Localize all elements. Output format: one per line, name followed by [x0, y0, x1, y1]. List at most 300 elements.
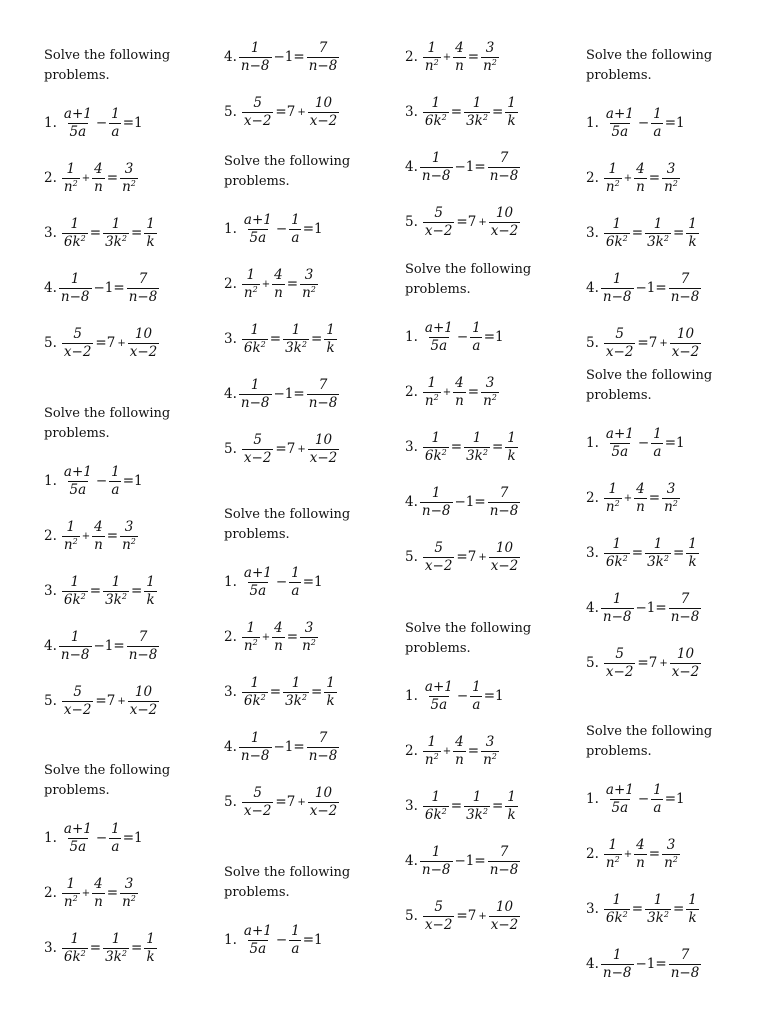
denominator: [505, 112, 517, 129]
denominator-text: x−2: [605, 343, 634, 360]
denominator: [92, 536, 105, 553]
denominator-text: n−8: [421, 502, 451, 519]
denominator-text: k: [507, 447, 516, 464]
fraction: [272, 268, 285, 301]
fraction: [670, 327, 702, 360]
equals-seven: =7: [95, 693, 116, 709]
numerator: 1: [250, 39, 260, 56]
denominator-text: 5a: [611, 443, 629, 460]
numerator: 4: [94, 160, 103, 177]
denominator-text: x−2: [243, 802, 272, 819]
problem-3: [586, 534, 700, 572]
denominator-text: n−8: [602, 608, 632, 625]
denominator-text: 6k: [424, 112, 442, 129]
numerator: 1: [472, 319, 481, 336]
problem-number: 4.: [405, 494, 418, 510]
plus-sign: +: [442, 386, 452, 398]
fraction: [239, 731, 272, 764]
problem-4: [224, 375, 340, 413]
fraction: [604, 107, 636, 140]
problem-number: 1.: [44, 473, 57, 489]
section-heading: Solve the following problems.: [405, 621, 532, 656]
numerator: 1: [66, 160, 76, 177]
fraction: [423, 96, 449, 129]
numerator: 1: [291, 564, 300, 581]
problem-3: [405, 93, 519, 131]
denominator: [604, 909, 630, 926]
fraction: [92, 520, 105, 553]
minus-one-equals: −1=: [93, 638, 125, 654]
problem-5: [224, 783, 340, 821]
denominator-text: n−8: [60, 288, 90, 305]
denominator-text: n−8: [128, 288, 158, 305]
plus-sign: +: [261, 278, 271, 290]
denominator-text: n: [63, 178, 73, 195]
problem-2: [44, 159, 139, 197]
denominator: [242, 692, 268, 709]
numerator: 1: [250, 376, 260, 393]
denominator: [289, 229, 301, 246]
denominator: [669, 964, 702, 981]
fraction: [59, 272, 92, 305]
problem-number: 3.: [586, 545, 599, 561]
exponent: 2: [252, 637, 258, 647]
numerator: 1: [472, 788, 482, 805]
denominator-text: k: [146, 948, 155, 965]
numerator: 5: [73, 683, 82, 700]
denominator: [68, 838, 89, 855]
fraction: [481, 41, 499, 74]
problem-5: [586, 644, 702, 682]
denominator-text: 5a: [430, 696, 448, 713]
denominator: [423, 751, 441, 768]
equals-sign: =: [450, 439, 463, 455]
denominator: [420, 861, 453, 878]
plus-sign: +: [623, 172, 633, 184]
numerator: 4: [455, 733, 464, 750]
numerator: 1: [146, 573, 155, 590]
denominator-text: 5a: [69, 123, 87, 140]
denominator: [423, 222, 455, 239]
fraction: [481, 376, 499, 409]
denominator-text: k: [688, 553, 697, 570]
numerator: 1: [608, 160, 618, 177]
denominator: [423, 57, 441, 74]
denominator-text: k: [326, 692, 335, 709]
plus-sign: +: [478, 910, 487, 922]
denominator: [92, 893, 105, 910]
equals-sign: =: [648, 846, 661, 862]
problem-number: 2.: [586, 846, 599, 862]
problem-number: 4.: [224, 386, 237, 402]
numerator: 1: [507, 788, 516, 805]
minus-one-equals: −1=: [454, 494, 486, 510]
numerator: 1: [612, 891, 622, 908]
problem-number: 1.: [44, 830, 57, 846]
fraction: [489, 206, 521, 239]
problem-2: [405, 38, 500, 76]
fraction: [686, 893, 699, 926]
numerator: 1: [66, 518, 76, 535]
denominator: [307, 57, 340, 74]
problem-number: 5.: [224, 104, 237, 120]
problem-4: [405, 483, 521, 521]
exponent: 2: [121, 591, 127, 601]
fraction: [109, 822, 122, 855]
denominator-text: a: [291, 229, 300, 246]
exponent: 2: [622, 553, 628, 563]
fraction: [120, 520, 138, 553]
denominator-text: x−2: [424, 557, 453, 574]
numerator: 1: [246, 619, 256, 636]
numerator: 1: [612, 270, 622, 287]
exponent: 2: [441, 806, 447, 816]
denominator-text: 3k: [466, 806, 483, 823]
denominator: [464, 112, 490, 129]
denominator-text: a: [111, 838, 120, 855]
exponent: 2: [614, 498, 620, 508]
section-heading: Solve the following problems.: [224, 865, 351, 900]
exponent: 2: [72, 893, 78, 903]
numerator: 5: [253, 784, 262, 801]
denominator-text: x−2: [490, 222, 519, 239]
denominator-text: n: [424, 392, 434, 409]
denominator: [645, 233, 671, 250]
denominator: [242, 284, 260, 301]
denominator: [453, 392, 466, 409]
denominator-text: n: [664, 498, 673, 515]
minus-one-equals: −1=: [635, 956, 667, 972]
numerator: 1: [146, 930, 155, 947]
numerator: 1: [612, 535, 622, 552]
fraction: [423, 321, 455, 354]
denominator: [423, 112, 449, 129]
section-heading: Solve the following problems.: [44, 48, 171, 83]
numerator: 1: [472, 94, 482, 111]
fraction: [103, 575, 129, 608]
equals-sign: =: [631, 225, 644, 241]
problem-number: 2.: [224, 276, 237, 292]
denominator: [420, 502, 453, 519]
denominator-text: 3k: [647, 553, 664, 570]
fraction: [242, 566, 274, 599]
denominator-text: n−8: [489, 502, 519, 519]
problem-number: 5.: [224, 441, 237, 457]
denominator: [128, 343, 160, 360]
fraction: [604, 217, 630, 250]
fraction: [128, 685, 160, 718]
problem-number: 2.: [405, 384, 418, 400]
fraction: [242, 433, 274, 466]
exponent: 2: [80, 233, 86, 243]
problem-5: [224, 93, 340, 131]
fraction: [62, 932, 88, 965]
numerator: 1: [70, 215, 80, 232]
fraction: [662, 838, 680, 871]
denominator: [481, 57, 499, 74]
denominator: [669, 608, 702, 625]
numerator: 1: [653, 891, 663, 908]
equals-sign: =: [467, 49, 480, 65]
fraction: [62, 575, 88, 608]
fraction: [423, 900, 455, 933]
denominator-text: x−2: [490, 916, 519, 933]
fraction: [505, 96, 518, 129]
numerator: 1: [111, 463, 120, 480]
exponent: 2: [672, 178, 678, 188]
problem-2: [586, 159, 681, 197]
denominator-text: k: [146, 591, 155, 608]
fraction: [92, 877, 105, 910]
fraction: [283, 323, 309, 356]
fraction: [324, 676, 337, 709]
exponent: 2: [130, 178, 136, 188]
denominator: [505, 806, 517, 823]
fraction: [127, 272, 160, 305]
denominator: [248, 229, 269, 246]
equals-seven: =7: [637, 335, 658, 351]
denominator: [470, 696, 482, 713]
problem-number: 3.: [224, 331, 237, 347]
numerator: 1: [653, 215, 663, 232]
denominator-text: n: [122, 178, 131, 195]
plus-sign: +: [659, 657, 668, 669]
equals-seven: =7: [637, 655, 658, 671]
numerator: 1: [608, 480, 618, 497]
fraction: [669, 592, 702, 625]
minus-sign: −: [95, 830, 108, 846]
denominator-text: n−8: [421, 861, 451, 878]
denominator: [62, 343, 94, 360]
exponent: 2: [482, 447, 488, 457]
equals-seven: =7: [95, 335, 116, 351]
exponent: 2: [80, 591, 86, 601]
denominator: [283, 692, 309, 709]
numerator: a+1: [243, 211, 272, 228]
denominator-text: n: [94, 178, 103, 195]
fraction: [128, 327, 160, 360]
problem-5: [224, 430, 340, 468]
fraction: [324, 323, 337, 356]
denominator-text: 5a: [430, 337, 448, 354]
problem-number: 1.: [586, 435, 599, 451]
numerator: 1: [688, 535, 697, 552]
plus-sign: +: [117, 337, 126, 349]
fraction: [604, 537, 630, 570]
denominator-text: 3k: [466, 447, 483, 464]
fraction: [109, 107, 122, 140]
fraction: [62, 107, 94, 140]
problem-4: [586, 589, 702, 627]
denominator: [300, 284, 318, 301]
denominator: [109, 838, 121, 855]
problem-5: [405, 897, 521, 935]
denominator: [604, 233, 630, 250]
numerator: 5: [615, 325, 624, 342]
numerator: 5: [253, 431, 262, 448]
denominator-text: k: [688, 909, 697, 926]
problem-2: [44, 517, 139, 555]
denominator-text: x−2: [309, 449, 338, 466]
denominator: [423, 392, 441, 409]
equals-sign: =: [130, 583, 143, 599]
equals-sign: =: [89, 225, 102, 241]
numerator: 5: [253, 94, 262, 111]
denominator: [604, 553, 630, 570]
problem-number: 5.: [405, 214, 418, 230]
numerator: 10: [495, 204, 514, 221]
fraction: [127, 630, 160, 663]
equals-one: =1: [483, 688, 504, 704]
denominator-text: a: [291, 582, 300, 599]
problem-number: 2.: [44, 170, 57, 186]
denominator-text: n: [274, 637, 283, 654]
numerator: 5: [615, 645, 624, 662]
problem-2: [586, 479, 681, 517]
fraction: [307, 378, 340, 411]
minus-sign: −: [637, 791, 650, 807]
denominator: [307, 394, 340, 411]
fraction: [239, 41, 272, 74]
problem-1: [224, 563, 323, 601]
denominator: [610, 123, 631, 140]
problem-5: [44, 682, 160, 720]
problem-2: [405, 373, 500, 411]
denominator-text: x−2: [490, 557, 519, 574]
numerator: 1: [111, 820, 120, 837]
denominator-text: n: [122, 893, 131, 910]
denominator-text: 6k: [605, 909, 623, 926]
numerator: 1: [472, 678, 481, 695]
denominator: [272, 284, 285, 301]
fraction: [307, 41, 340, 74]
denominator: [489, 557, 521, 574]
denominator: [289, 582, 301, 599]
denominator-text: 3k: [647, 233, 664, 250]
denominator-text: n−8: [421, 167, 451, 184]
equals-one: =1: [302, 932, 323, 948]
fraction: [662, 162, 680, 195]
denominator: [283, 339, 309, 356]
numerator: 1: [507, 94, 516, 111]
denominator-text: n: [94, 536, 103, 553]
section-heading: Solve the following problems.: [586, 368, 713, 403]
fraction: [651, 783, 664, 816]
exponent: 2: [441, 447, 447, 457]
problem-2: [44, 874, 139, 912]
problem-number: 2.: [586, 170, 599, 186]
denominator-text: 6k: [243, 339, 261, 356]
problem-number: 3.: [44, 583, 57, 599]
problem-2: [224, 618, 319, 656]
denominator: [144, 948, 156, 965]
problem-number: 3.: [405, 439, 418, 455]
denominator-text: 3k: [285, 339, 302, 356]
fraction: [453, 41, 466, 74]
denominator: [634, 854, 647, 871]
denominator-text: k: [688, 233, 697, 250]
fraction: [604, 427, 636, 460]
numerator: 1: [653, 781, 662, 798]
denominator-text: x−2: [309, 112, 338, 129]
equals-sign: =: [648, 170, 661, 186]
problem-number: 1.: [405, 688, 418, 704]
equals-sign: =: [672, 901, 685, 917]
numerator: 7: [318, 376, 328, 393]
numerator: 1: [326, 321, 335, 338]
denominator: [62, 948, 88, 965]
problem-number: 1.: [405, 329, 418, 345]
numerator: 4: [274, 619, 283, 636]
numerator: 1: [427, 733, 437, 750]
minus-sign: −: [637, 115, 650, 131]
numerator: a+1: [63, 105, 92, 122]
fraction: [308, 433, 340, 466]
problem-number: 3.: [44, 940, 57, 956]
denominator-text: 5a: [249, 940, 267, 957]
numerator: 7: [680, 946, 690, 963]
denominator-text: n: [605, 498, 615, 515]
denominator: [423, 806, 449, 823]
fraction: [645, 893, 671, 926]
denominator-text: k: [146, 233, 155, 250]
fraction: [423, 680, 455, 713]
exponent: 2: [622, 909, 628, 919]
numerator: 1: [431, 149, 441, 166]
problem-number: 3.: [586, 901, 599, 917]
problem-4: [44, 627, 160, 665]
problem-number: 1.: [586, 115, 599, 131]
denominator-text: 3k: [466, 112, 483, 129]
denominator: [604, 343, 636, 360]
denominator: [127, 646, 160, 663]
fraction: [62, 520, 80, 553]
numerator: 1: [111, 105, 120, 122]
fraction: [423, 431, 449, 464]
exponent: 2: [301, 339, 307, 349]
denominator-text: n: [664, 178, 673, 195]
problem-4: [224, 38, 340, 76]
problem-1: [586, 780, 685, 818]
plus-sign: +: [117, 695, 126, 707]
equals-sign: =: [450, 798, 463, 814]
section-heading: Solve the following problems.: [44, 763, 171, 798]
numerator: 1: [688, 891, 697, 908]
numerator: a+1: [63, 820, 92, 837]
minus-sign: −: [275, 574, 288, 590]
fraction: [242, 786, 274, 819]
numerator: 1: [250, 729, 260, 746]
denominator: [634, 178, 647, 195]
denominator-text: n: [605, 178, 615, 195]
denominator-text: 3k: [285, 692, 302, 709]
exponent: 2: [672, 498, 678, 508]
problem-1: [224, 210, 323, 248]
minus-one-equals: −1=: [93, 280, 125, 296]
denominator: [604, 663, 636, 680]
minus-sign: −: [275, 221, 288, 237]
fraction: [272, 621, 285, 654]
fraction: [505, 431, 518, 464]
denominator: [144, 591, 156, 608]
exponent: 2: [301, 692, 307, 702]
problem-1: [405, 677, 504, 715]
denominator-text: n: [455, 751, 464, 768]
exponent: 2: [614, 178, 620, 188]
section-heading: Solve the following problems.: [405, 262, 532, 297]
numerator: a+1: [424, 678, 453, 695]
numerator: a+1: [243, 922, 272, 939]
